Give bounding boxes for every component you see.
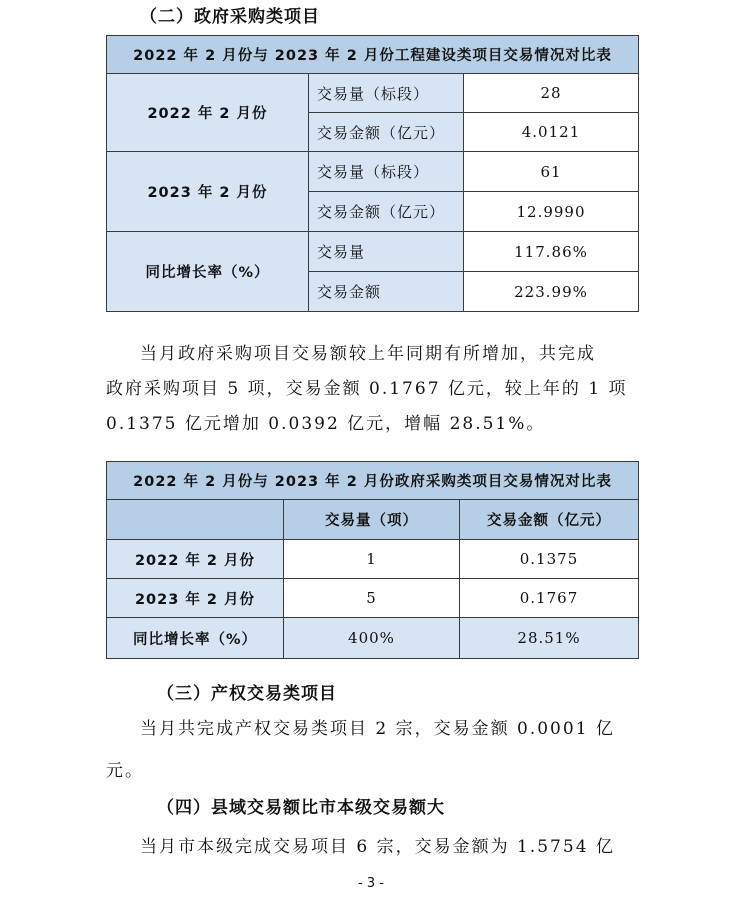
cell-value: 12.9990 [464, 192, 639, 232]
row-header-growth-rate: 同比增长率（%） [107, 232, 309, 312]
cell-value: 0.1375 [460, 540, 639, 579]
empty-header-cell [107, 500, 284, 540]
paragraph-line: 政府采购项目 5 项，交易金额 0.1767 亿元，较上年的 1 项 [106, 379, 628, 399]
cell-value: 223.99% [464, 272, 639, 312]
cell-value: 28.51% [460, 618, 639, 659]
cell-value: 0.1767 [460, 579, 639, 618]
cell-value: 28 [464, 74, 639, 113]
row-header-2023-feb: 2023 年 2 月份 [107, 579, 284, 618]
engineering-comparison-table [106, 35, 639, 312]
row-label-volume: 交易量（标段） [309, 152, 464, 192]
column-header-volume: 交易量（项） [284, 500, 460, 540]
section-heading-county-vs-city: （四）县域交易额比市本级交易额大 [157, 798, 445, 818]
cell-value: 117.86% [464, 232, 639, 272]
cell-value: 4.0121 [464, 113, 639, 152]
row-label-volume: 交易量 [309, 232, 464, 272]
row-label-amount: 交易金额（亿元） [309, 192, 464, 232]
section-heading-property-rights: （三）产权交易类项目 [157, 684, 337, 704]
row-header-2022-feb: 2022 年 2 月份 [107, 74, 309, 152]
procurement-comparison-table [106, 461, 639, 659]
row-header-growth-rate: 同比增长率（%） [107, 618, 284, 659]
paragraph-line: 0.1375 亿元增加 0.0392 亿元，增幅 28.51%。 [106, 414, 546, 434]
paragraph-line: 元。 [106, 761, 144, 781]
page-number: - 3 - [358, 876, 384, 891]
paragraph-line: 当月市本级完成交易项目 6 宗，交易金额为 1.5754 亿 [140, 837, 615, 857]
cell-value: 5 [284, 579, 460, 618]
row-label-volume: 交易量（标段） [309, 74, 464, 113]
column-header-amount: 交易金额（亿元） [460, 500, 639, 540]
table-title: 2022 年 2 月份与 2023 年 2 月份工程建设类项目交易情况对比表 [107, 36, 639, 74]
paragraph-line: 当月共完成产权交易类项目 2 宗，交易金额 0.0001 亿 [140, 719, 615, 739]
row-header-2022-feb: 2022 年 2 月份 [107, 540, 284, 579]
section-heading-government-procurement: （二）政府采购类项目 [140, 7, 320, 27]
cell-value: 1 [284, 540, 460, 579]
row-label-amount: 交易金额（亿元） [309, 113, 464, 152]
row-header-2023-feb: 2023 年 2 月份 [107, 152, 309, 232]
row-label-amount: 交易金额 [309, 272, 464, 312]
table-title: 2022 年 2 月份与 2023 年 2 月份政府采购类项目交易情况对比表 [107, 462, 639, 500]
cell-value: 61 [464, 152, 639, 192]
paragraph-line: 当月政府采购项目交易额较上年同期有所增加，共完成 [140, 344, 596, 364]
cell-value: 400% [284, 618, 460, 659]
